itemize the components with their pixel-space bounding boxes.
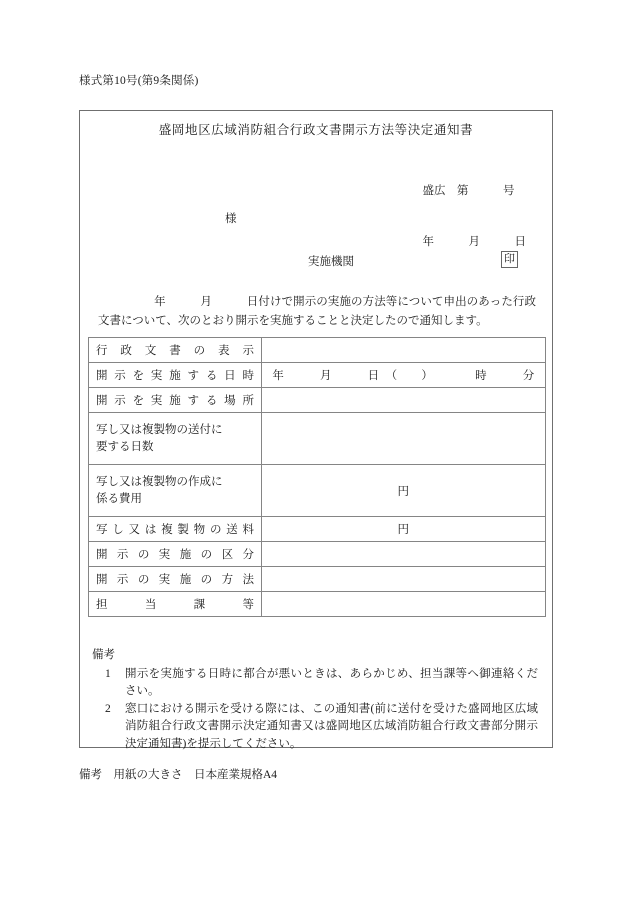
row-value-cell[interactable]	[262, 542, 546, 567]
document-date-line: 年 月 日	[422, 236, 526, 248]
document-title: 盛岡地区広域消防組合行政文書開示方法等決定通知書	[158, 123, 474, 137]
row-value-cell[interactable]	[262, 338, 546, 363]
row-label-cell	[89, 542, 262, 567]
row-value-text: 円	[397, 524, 410, 536]
remarks-section	[92, 647, 538, 753]
row-label-text: 行政文書の表示	[96, 345, 254, 357]
remark-number: 2	[105, 702, 111, 715]
row-value-cell[interactable]	[262, 517, 546, 542]
remark-number: 1	[105, 667, 111, 680]
table-body	[89, 338, 546, 617]
row-label-cell	[89, 388, 262, 413]
table-row	[89, 517, 546, 542]
row-label-text: 開示を実施する日時	[96, 370, 254, 382]
table-row	[89, 465, 546, 517]
table-row	[89, 413, 546, 465]
table-row	[89, 338, 546, 363]
agency-row	[80, 253, 552, 275]
row-label-cell	[89, 413, 262, 465]
body-rest: 書について、次のとおり開示を実施することと決定したので通知します。	[109, 315, 488, 327]
table-row	[89, 363, 546, 388]
row-label-text: 担当課等	[96, 599, 254, 611]
row-value-cell[interactable]	[262, 388, 546, 413]
remark-text: 窓口における開示を受ける際には、この通知書(前に送付を受けた盛岡地区広域消防組合行政文書開示決定通知書又は盛岡地区広域消防組合行政文書部分開示決定通知書)を提示してください。	[125, 702, 538, 750]
addressee-honorific: 様	[225, 213, 237, 225]
row-label-text: 開示の実施の区分	[96, 549, 254, 561]
row-label-cell	[89, 465, 262, 517]
row-label-text: 写し又は複製物の送付に	[96, 423, 223, 436]
row-label-cell	[89, 567, 262, 592]
remark-item	[105, 701, 538, 754]
row-label-text: 開示を実施する場所	[96, 395, 254, 407]
row-label-text: 係る費用	[96, 492, 142, 505]
row-label-cell	[89, 363, 262, 388]
agency-label: 実施機関	[308, 256, 354, 268]
row-label-text: 写し又は複製物の送料	[96, 524, 254, 536]
row-label-text: 要する日数	[96, 440, 154, 453]
table-row	[89, 542, 546, 567]
remarks-title: 備考	[92, 649, 115, 661]
paper-size-note: 備考 用紙の大きさ 日本産業規格A4	[79, 769, 278, 781]
row-value-cell[interactable]	[262, 592, 546, 617]
form-number-label: 様式第10号(第9条関係)	[79, 75, 199, 87]
notice-form-frame	[79, 110, 553, 748]
remark-item	[105, 666, 538, 701]
row-value-cell[interactable]	[262, 363, 546, 388]
row-value-text: 年 月 日 （ ） 時 分	[272, 370, 535, 382]
row-label-cell	[89, 338, 262, 363]
seal-stamp-icon: 印	[501, 251, 518, 268]
row-value-cell[interactable]	[262, 413, 546, 465]
disclosure-details-table	[88, 337, 546, 617]
table-row	[89, 567, 546, 592]
row-label-text: 開示の実施の方法	[96, 574, 254, 586]
body-lead-date: 年 月 日付けで開示の実施の方法等について申出のあった行政文	[98, 296, 536, 327]
row-value-cell[interactable]	[262, 567, 546, 592]
row-label-cell	[89, 517, 262, 542]
row-value-text: 円	[397, 485, 410, 498]
remarks-list	[92, 666, 538, 754]
row-label-text: 写し又は複製物の作成に	[96, 475, 223, 488]
table-row	[89, 592, 546, 617]
row-label-cell	[89, 592, 262, 617]
document-number-line: 盛広 第 号	[422, 185, 515, 197]
remark-text: 開示を実施する日時に都合が悪いときは、あらかじめ、担当課等へ御連絡ください。	[125, 667, 538, 697]
row-value-cell[interactable]	[262, 465, 546, 517]
body-paragraph	[98, 293, 536, 331]
table-row	[89, 388, 546, 413]
